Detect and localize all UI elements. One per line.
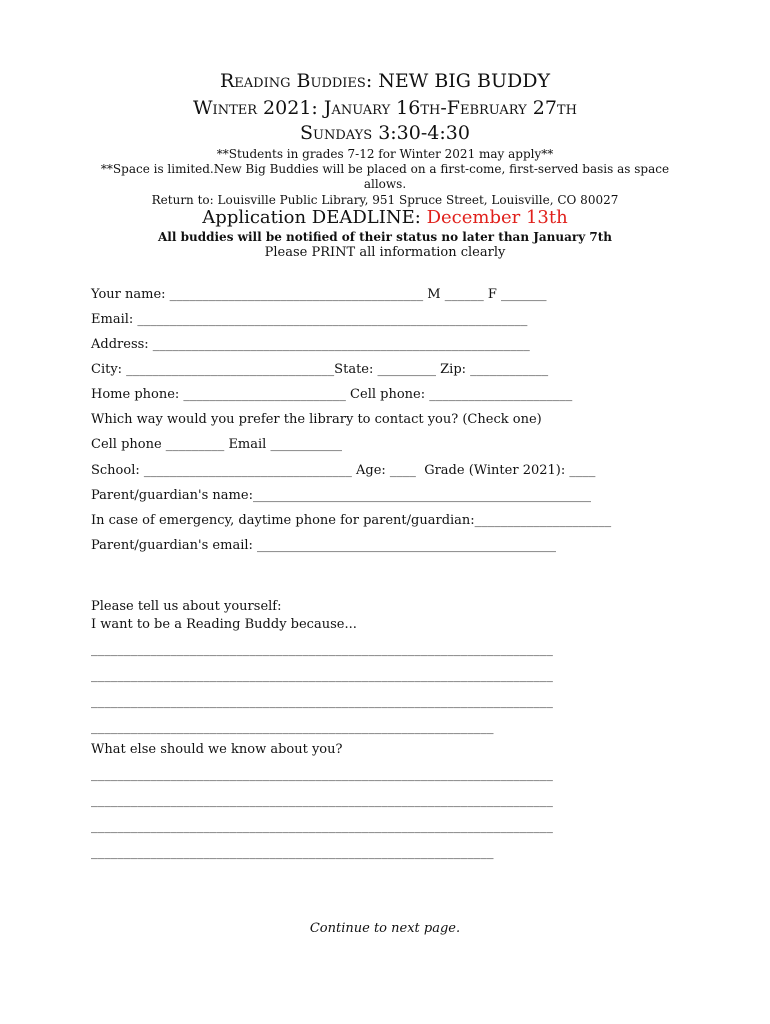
answer-line[interactable]: ______________________________________________________________________ — [91, 668, 553, 683]
answer-line[interactable]: _____________________________________________________________ — [91, 720, 494, 735]
continue-note: Continue to next page. — [309, 921, 461, 936]
deadline-label: Application DEADLINE: — [202, 207, 427, 228]
school-age-grade-field[interactable]: School: ________________________________ Age: ____ Grade (Winter 2021): ____ — [91, 463, 596, 478]
return-address: Return to: Louisville Public Library, 951 Spruce Street, Louisville, CO 80027 — [151, 193, 619, 207]
answer-line[interactable]: ______________________________________________________________________ — [91, 694, 553, 709]
application-deadline — [0, 207, 770, 228]
contact-preference-question: Which way would you prefer the library to contact you? (Check one) — [91, 412, 542, 427]
title-line-3: Sundays 3:30-4:30 — [300, 122, 470, 144]
print-instruction: Please PRINT all information clearly — [264, 245, 506, 260]
city-state-zip-field[interactable]: City: ________________________________State: _________ Zip: ____________ — [91, 362, 549, 377]
answer-line[interactable]: _____________________________________________________________ — [91, 845, 494, 860]
notification-note: All buddies will be notified of their status no later than January 7th — [158, 230, 612, 244]
parent-email-field[interactable]: Parent/guardian's email: ______________________________________________ — [91, 538, 557, 553]
answer-line[interactable]: ______________________________________________________________________ — [91, 793, 553, 808]
your-name-field[interactable]: Your name: _______________________________________ M ______ F _______ — [91, 287, 547, 302]
eligibility-note: **Students in grades 7-12 for Winter 2021 may apply** — [216, 147, 554, 161]
phone-fields[interactable]: Home phone: _________________________ Cell phone: ______________________ — [91, 387, 573, 402]
parent-name-field[interactable]: Parent/guardian's name:____________________________________________________ — [91, 488, 591, 503]
about-prompt-1: I want to be a Reading Buddy because... — [91, 617, 357, 632]
address-field[interactable]: Address: __________________________________________________________ — [91, 337, 530, 352]
emergency-phone-field[interactable]: In case of emergency, daytime phone for parent/guardian:_____________________ — [91, 513, 612, 528]
answer-line[interactable]: ______________________________________________________________________ — [91, 819, 553, 834]
about-heading: Please tell us about yourself: — [91, 599, 282, 614]
answer-line[interactable]: ______________________________________________________________________ — [91, 642, 553, 657]
answer-line[interactable]: ______________________________________________________________________ — [91, 767, 553, 782]
deadline-date: December 13th — [426, 207, 568, 228]
title-line-2: Winter 2021: January 16th-February 27th — [193, 97, 577, 119]
space-limited-note: **Space is limited.New Big Buddies will be placed on a first-come, first-served basis as space allows. — [100, 162, 670, 191]
about-prompt-2: What else should we know about you? — [91, 742, 343, 757]
contact-preference-options[interactable]: Cell phone _________ Email ___________ — [91, 437, 342, 452]
email-field[interactable]: Email: ____________________________________________________________ — [91, 312, 528, 327]
title-line-1: Reading Buddies: NEW BIG BUDDY — [219, 70, 550, 92]
